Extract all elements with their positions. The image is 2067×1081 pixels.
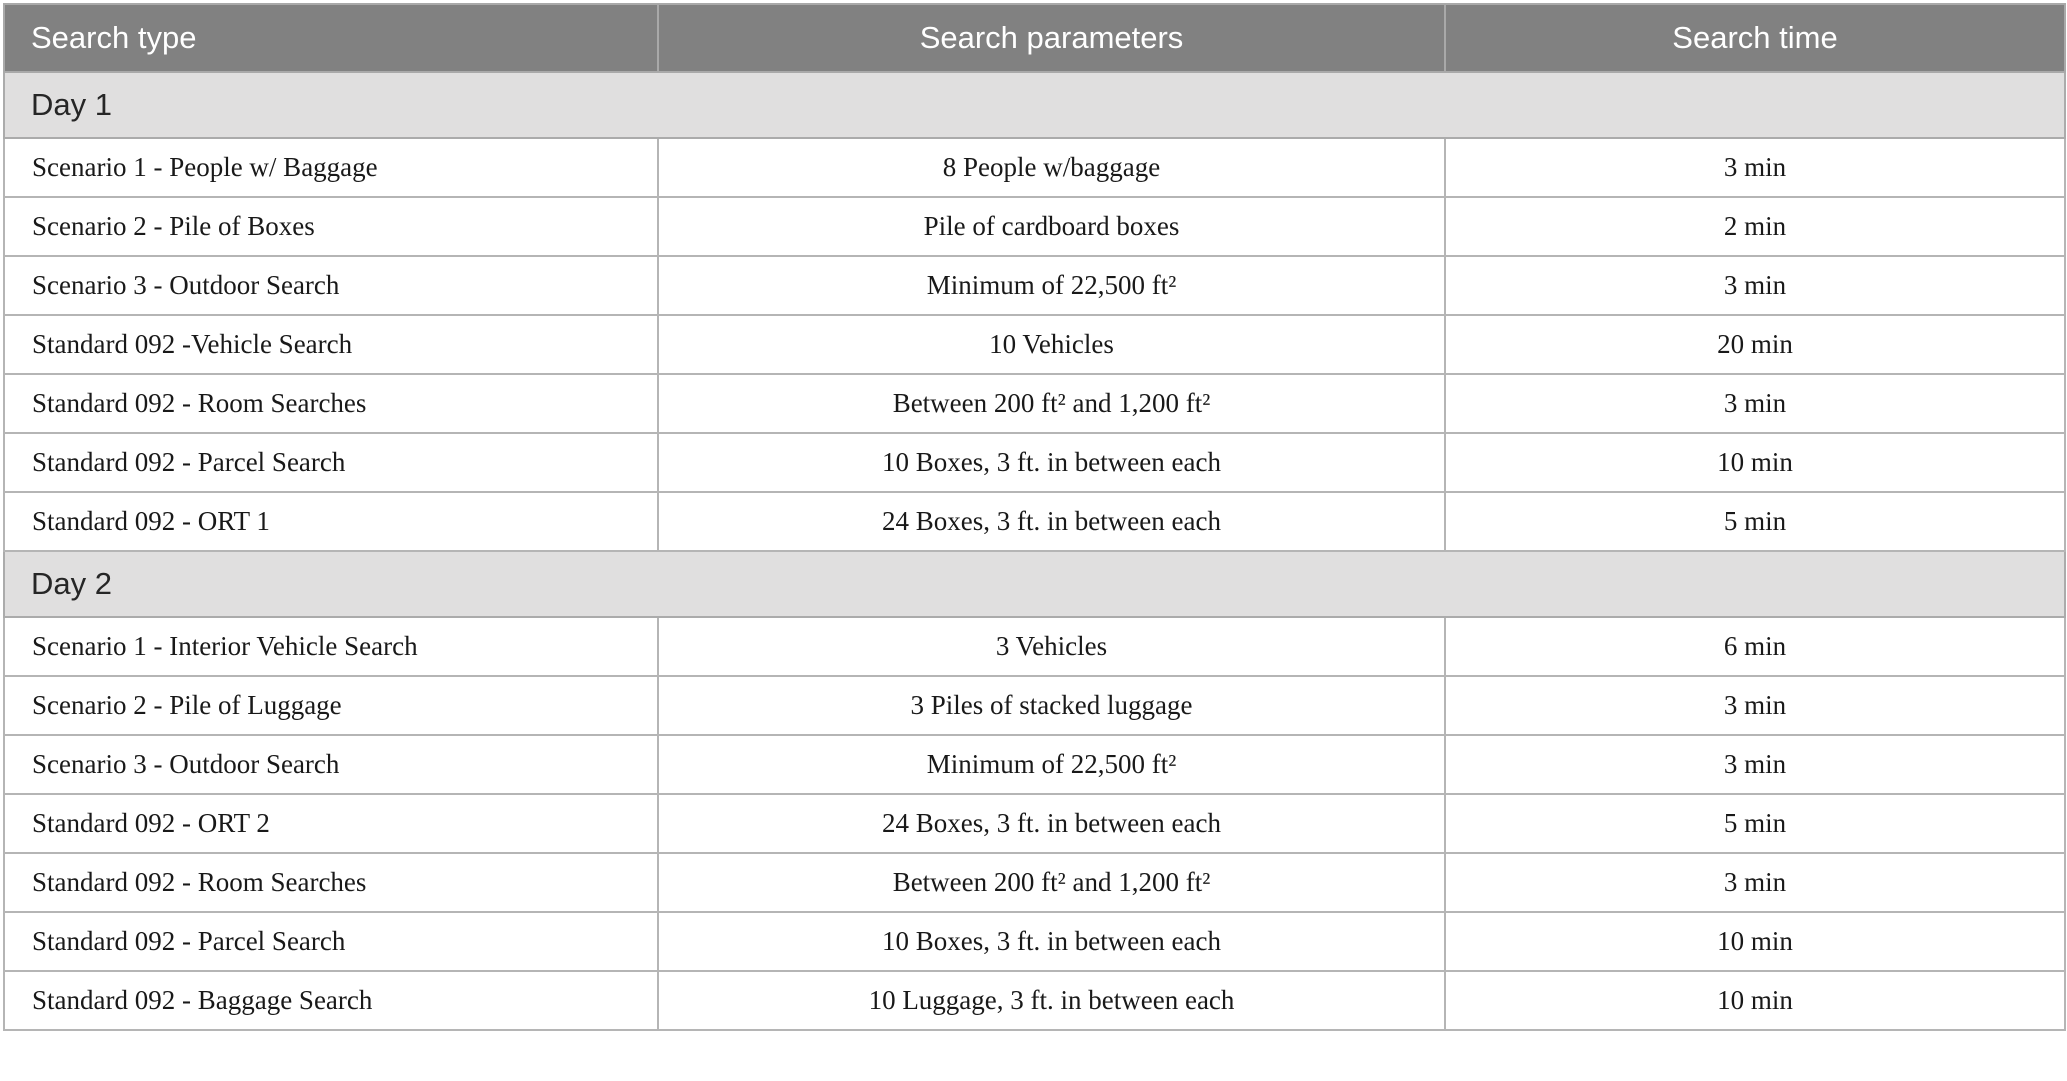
cell-search-time: 6 min <box>1445 617 2065 676</box>
cell-search-params: Between 200 ft² and 1,200 ft² <box>658 853 1445 912</box>
table-header-row <box>4 4 2065 72</box>
table-row <box>4 912 2065 971</box>
table-row <box>4 735 2065 794</box>
cell-search-params: 10 Vehicles <box>658 315 1445 374</box>
cell-search-type: Standard 092 -Vehicle Search <box>4 315 658 374</box>
cell-search-type: Standard 092 - ORT 1 <box>4 492 658 551</box>
cell-search-params: 24 Boxes, 3 ft. in between each <box>658 794 1445 853</box>
cell-search-type: Scenario 2 - Pile of Boxes <box>4 197 658 256</box>
column-header-search-time: Search time <box>1445 4 2065 72</box>
cell-search-type: Standard 092 - Parcel Search <box>4 433 658 492</box>
cell-search-params: 8 People w/baggage <box>658 138 1445 197</box>
table-row <box>4 853 2065 912</box>
cell-search-type: Scenario 1 - People w/ Baggage <box>4 138 658 197</box>
cell-search-time: 3 min <box>1445 256 2065 315</box>
cell-search-type: Standard 092 - Room Searches <box>4 374 658 433</box>
cell-search-params: 3 Piles of stacked luggage <box>658 676 1445 735</box>
cell-search-params: 3 Vehicles <box>658 617 1445 676</box>
table-row <box>4 138 2065 197</box>
search-exercise-table <box>3 3 2066 1031</box>
cell-search-type: Scenario 1 - Interior Vehicle Search <box>4 617 658 676</box>
cell-search-type: Standard 092 - Room Searches <box>4 853 658 912</box>
cell-search-time: 3 min <box>1445 138 2065 197</box>
table-row <box>4 197 2065 256</box>
table-row <box>4 971 2065 1030</box>
table-row <box>4 433 2065 492</box>
cell-search-params: Minimum of 22,500 ft² <box>658 256 1445 315</box>
cell-search-params: 10 Boxes, 3 ft. in between each <box>658 433 1445 492</box>
table-row <box>4 492 2065 551</box>
cell-search-params: 10 Boxes, 3 ft. in between each <box>658 912 1445 971</box>
cell-search-time: 3 min <box>1445 853 2065 912</box>
table-row <box>4 256 2065 315</box>
cell-search-type: Scenario 3 - Outdoor Search <box>4 256 658 315</box>
section-label-day-1: Day 1 <box>4 72 2065 138</box>
column-header-search-type: Search type <box>4 4 658 72</box>
table-row <box>4 374 2065 433</box>
cell-search-time: 2 min <box>1445 197 2065 256</box>
table-row <box>4 794 2065 853</box>
table-row <box>4 676 2065 735</box>
table-row <box>4 617 2065 676</box>
section-label-day-2: Day 2 <box>4 551 2065 617</box>
section-row-day-1 <box>4 72 2065 138</box>
cell-search-type: Scenario 3 - Outdoor Search <box>4 735 658 794</box>
section-row-day-2 <box>4 551 2065 617</box>
cell-search-time: 10 min <box>1445 433 2065 492</box>
cell-search-time: 5 min <box>1445 492 2065 551</box>
cell-search-time: 20 min <box>1445 315 2065 374</box>
cell-search-time: 10 min <box>1445 912 2065 971</box>
column-header-search-parameters: Search parameters <box>658 4 1445 72</box>
cell-search-params: Pile of cardboard boxes <box>658 197 1445 256</box>
cell-search-params: Between 200 ft² and 1,200 ft² <box>658 374 1445 433</box>
table-row <box>4 315 2065 374</box>
cell-search-type: Standard 092 - Baggage Search <box>4 971 658 1030</box>
cell-search-params: Minimum of 22,500 ft² <box>658 735 1445 794</box>
cell-search-time: 3 min <box>1445 676 2065 735</box>
cell-search-params: 24 Boxes, 3 ft. in between each <box>658 492 1445 551</box>
cell-search-time: 5 min <box>1445 794 2065 853</box>
cell-search-params: 10 Luggage, 3 ft. in between each <box>658 971 1445 1030</box>
cell-search-time: 3 min <box>1445 735 2065 794</box>
cell-search-type: Standard 092 - Parcel Search <box>4 912 658 971</box>
cell-search-time: 3 min <box>1445 374 2065 433</box>
cell-search-type: Scenario 2 - Pile of Luggage <box>4 676 658 735</box>
cell-search-type: Standard 092 - ORT 2 <box>4 794 658 853</box>
cell-search-time: 10 min <box>1445 971 2065 1030</box>
search-exercise-table-wrap <box>3 3 2064 1031</box>
